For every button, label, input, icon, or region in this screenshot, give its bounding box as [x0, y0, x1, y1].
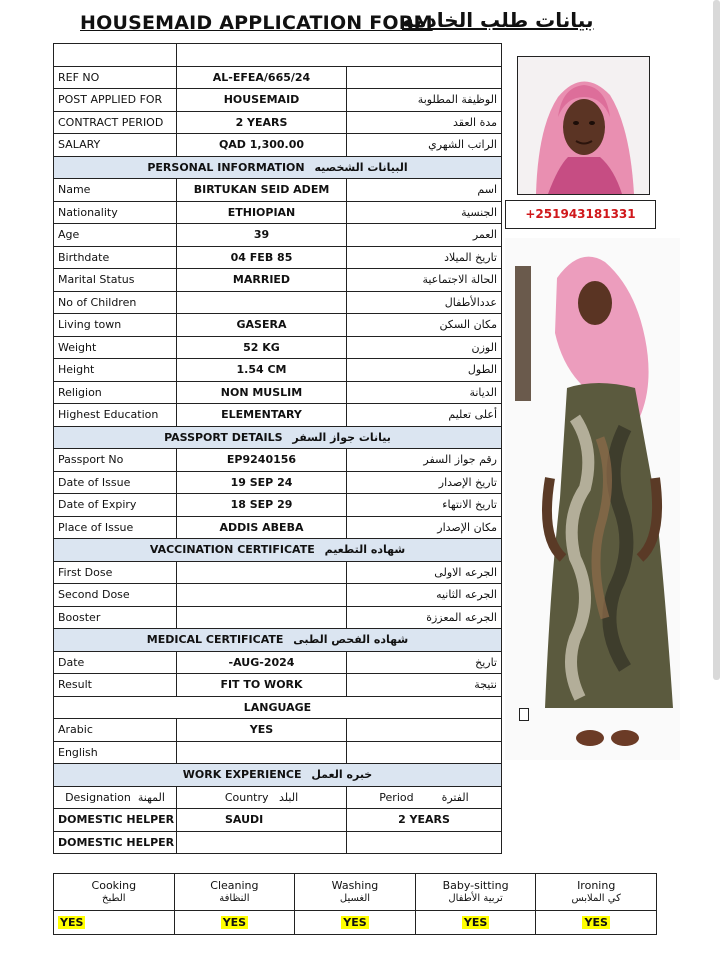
field-label-ar: مكان الإصدار — [347, 516, 502, 539]
exp-period: 2 YEARS — [347, 809, 502, 832]
skill-value: YES — [584, 916, 608, 929]
personal-row — [54, 381, 502, 404]
passport-row — [54, 449, 502, 472]
skill-cooking — [54, 874, 175, 911]
salary-label: SALARY — [54, 134, 177, 157]
salary-row — [54, 134, 502, 157]
field-label: Date of Issue — [54, 471, 177, 494]
skill-value-cell — [536, 911, 657, 935]
blank-cell — [54, 44, 177, 67]
field-label: Weight — [54, 336, 177, 359]
skills-value-row — [54, 911, 657, 935]
field-value: YES — [177, 719, 347, 742]
field-label-ar: تاريخ الانتهاء — [347, 494, 502, 517]
salary-label-ar: الراتب الشهري — [347, 134, 502, 157]
vertical-scrollbar[interactable] — [713, 0, 720, 680]
field-label-ar: الحالة الاجتماعية — [347, 269, 502, 292]
exp-period — [347, 831, 502, 854]
col-period-ar: الفترة — [441, 790, 469, 804]
post-row — [54, 89, 502, 112]
passport-section-header — [54, 426, 502, 449]
field-label: Height — [54, 359, 177, 382]
portrait-image — [518, 57, 649, 194]
vaccination-row — [54, 606, 502, 629]
language-section-header — [54, 696, 502, 719]
field-label: Name — [54, 179, 177, 202]
field-value — [177, 291, 347, 314]
col-designation — [54, 786, 177, 809]
blank-cell — [347, 719, 502, 742]
field-label-ar: الجرعه الثانيه — [347, 584, 502, 607]
field-label-ar: الوزن — [347, 336, 502, 359]
field-label-ar: مكان السكن — [347, 314, 502, 337]
col-designation-label: Designation — [65, 790, 131, 804]
vaccination-row — [54, 561, 502, 584]
form-title: HOUSEMAID APPLICATION FORM — [80, 12, 433, 34]
skills-table — [53, 873, 657, 935]
field-value: GASERA — [177, 314, 347, 337]
field-label: Arabic — [54, 719, 177, 742]
personal-heading-ar: البيانات الشخصيه — [314, 160, 408, 174]
vaccination-heading: VACCINATION CERTIFICATE — [149, 543, 315, 557]
field-label-ar: رقم جواز السفر — [347, 449, 502, 472]
skill-babysitting — [415, 874, 536, 911]
language-row — [54, 719, 502, 742]
field-label: Passport No — [54, 449, 177, 472]
skill-label: Baby-sitting — [442, 879, 509, 892]
field-label-ar: الجرعه الاولى — [347, 561, 502, 584]
field-label: Place of Issue — [54, 516, 177, 539]
language-row — [54, 741, 502, 764]
skill-value: YES — [463, 916, 488, 929]
field-label: No of Children — [54, 291, 177, 314]
skill-washing — [295, 874, 416, 911]
salary-value: QAD 1,300.00 — [177, 134, 347, 157]
passport-row — [54, 471, 502, 494]
col-designation-ar: المهنة — [137, 790, 165, 804]
ref-row — [54, 66, 502, 89]
skill-label: Washing — [331, 879, 379, 892]
skill-value-cell — [295, 911, 416, 935]
field-label: Date — [54, 651, 177, 674]
skill-value: YES — [343, 916, 367, 929]
field-value: ETHIOPIAN — [177, 201, 347, 224]
personal-section-header — [54, 156, 502, 179]
skill-label-ar: الغسيل — [339, 893, 371, 904]
exp-designation: DOMESTIC HELPER — [54, 809, 177, 832]
personal-row — [54, 269, 502, 292]
field-label: Nationality — [54, 201, 177, 224]
contract-label-ar: مدة العقد — [347, 111, 502, 134]
field-label-ar: الطول — [347, 359, 502, 382]
skill-ironing — [536, 874, 657, 911]
personal-row — [54, 291, 502, 314]
field-label: Birthdate — [54, 246, 177, 269]
field-label-ar: تاريخ الميلاد — [347, 246, 502, 269]
skill-label-ar: تربية الأطفال — [448, 893, 503, 904]
field-value — [177, 606, 347, 629]
field-value: 04 FEB 85 — [177, 246, 347, 269]
personal-row — [54, 224, 502, 247]
medical-row — [54, 674, 502, 697]
field-label: Result — [54, 674, 177, 697]
field-label-ar: تاريخ — [347, 651, 502, 674]
skill-value-cell — [54, 911, 175, 935]
experience-heading-ar: خبره العمل — [311, 768, 373, 782]
field-value — [177, 741, 347, 764]
section-heading — [54, 539, 502, 562]
vaccination-heading-ar: شهاده التطعيم — [324, 543, 406, 557]
experience-row — [54, 831, 502, 854]
field-label: Living town — [54, 314, 177, 337]
field-value: ADDIS ABEBA — [177, 516, 347, 539]
field-label-ar: تاريخ الإصدار — [347, 471, 502, 494]
checkbox[interactable] — [519, 708, 529, 721]
section-heading — [54, 764, 502, 787]
exp-designation: DOMESTIC HELPER — [54, 831, 177, 854]
field-value: 19 SEP 24 — [177, 471, 347, 494]
field-value: 52 KG — [177, 336, 347, 359]
field-value: ELEMENTARY — [177, 404, 347, 427]
col-country — [177, 786, 347, 809]
field-value: MARRIED — [177, 269, 347, 292]
full-body-image — [505, 238, 680, 760]
experience-columns — [54, 786, 502, 809]
section-heading — [54, 629, 502, 652]
field-value — [177, 561, 347, 584]
contract-value: 2 YEARS — [177, 111, 347, 134]
contract-row — [54, 111, 502, 134]
ref-label: REF NO — [54, 66, 177, 89]
post-value: HOUSEMAID — [177, 89, 347, 112]
exp-country — [177, 831, 347, 854]
skills-header-row — [54, 874, 657, 911]
medical-section-header — [54, 629, 502, 652]
field-label-ar: نتيجة — [347, 674, 502, 697]
skill-value-cell — [174, 911, 295, 935]
field-value — [177, 584, 347, 607]
field-label-ar: عددالأطفال — [347, 291, 502, 314]
col-period-label: Period — [379, 790, 414, 804]
medical-row — [54, 651, 502, 674]
ref-value: AL-EFEA/665/24 — [177, 66, 347, 89]
blank-header-row — [54, 44, 502, 67]
field-label: Age — [54, 224, 177, 247]
field-value: BIRTUKAN SEID ADEM — [177, 179, 347, 202]
medical-heading: MEDICAL CERTIFICATE — [146, 633, 284, 647]
vaccination-section-header — [54, 539, 502, 562]
personal-row — [54, 314, 502, 337]
contract-label: CONTRACT PERIOD — [54, 111, 177, 134]
field-label-ar: أعلى تعليم — [347, 404, 502, 427]
ref-label-ar — [347, 66, 502, 89]
medical-heading-ar: شهاده الفحص الطبى — [293, 633, 409, 647]
full-body-photo — [505, 238, 680, 760]
exp-country: SAUDI — [177, 809, 347, 832]
field-label: Date of Expiry — [54, 494, 177, 517]
field-label: Second Dose — [54, 584, 177, 607]
personal-heading: PERSONAL INFORMATION — [147, 160, 305, 174]
field-value: 39 — [177, 224, 347, 247]
field-label-ar: العمر — [347, 224, 502, 247]
skill-label-ar: النظافة — [219, 893, 250, 904]
field-value: -AUG-2024 — [177, 651, 347, 674]
portrait-photo — [517, 56, 650, 195]
field-label: Religion — [54, 381, 177, 404]
post-label: POST APPLIED FOR — [54, 89, 177, 112]
field-label: English — [54, 741, 177, 764]
blank-cell — [177, 44, 502, 67]
col-country-label: Country — [224, 790, 269, 804]
experience-row — [54, 809, 502, 832]
skill-cleaning — [174, 874, 295, 911]
personal-row — [54, 179, 502, 202]
field-label: First Dose — [54, 561, 177, 584]
field-value: NON MUSLIM — [177, 381, 347, 404]
skill-label-ar: الطبخ — [102, 893, 126, 904]
personal-row — [54, 336, 502, 359]
field-label: Highest Education — [54, 404, 177, 427]
section-heading — [54, 426, 502, 449]
section-heading — [54, 156, 502, 179]
skill-label-ar: كي الملابس — [571, 893, 621, 904]
blank-cell — [347, 741, 502, 764]
skill-label: Cooking — [91, 879, 137, 892]
skill-label: Cleaning — [210, 879, 259, 892]
field-value: 18 SEP 29 — [177, 494, 347, 517]
experience-section-header — [54, 764, 502, 787]
skill-value: YES — [222, 916, 247, 929]
post-label-ar: الوظيفة المطلوبة — [347, 89, 502, 112]
application-table — [53, 43, 502, 854]
field-value: 1.54 CM — [177, 359, 347, 382]
field-value: FIT TO WORK — [177, 674, 347, 697]
experience-heading: WORK EXPERIENCE — [182, 768, 302, 782]
col-country-ar: البلد — [279, 790, 299, 804]
passport-row — [54, 516, 502, 539]
field-label: Booster — [54, 606, 177, 629]
field-label-ar: الجنسية — [347, 201, 502, 224]
vaccination-row — [54, 584, 502, 607]
language-heading: LANGUAGE — [54, 696, 502, 719]
skill-value: YES — [60, 916, 84, 929]
field-label-ar: اسم — [347, 179, 502, 202]
skill-label: Ironing — [577, 879, 616, 892]
field-label-ar: الجرعه المعززة — [347, 606, 502, 629]
skill-value-cell — [415, 911, 536, 935]
passport-heading: PASSPORT DETAILS — [164, 430, 283, 444]
col-period — [347, 786, 502, 809]
field-label: Marital Status — [54, 269, 177, 292]
form-title-arabic: بيانات طلب الخادمة — [402, 8, 594, 32]
field-label-ar: الديانة — [347, 381, 502, 404]
passport-heading-ar: بيانات جواز السفر — [292, 430, 391, 444]
field-value: EP9240156 — [177, 449, 347, 472]
passport-row — [54, 494, 502, 517]
personal-row — [54, 201, 502, 224]
personal-row — [54, 359, 502, 382]
personal-row — [54, 246, 502, 269]
phone-number[interactable]: +251943181331 — [505, 200, 656, 229]
personal-row — [54, 404, 502, 427]
